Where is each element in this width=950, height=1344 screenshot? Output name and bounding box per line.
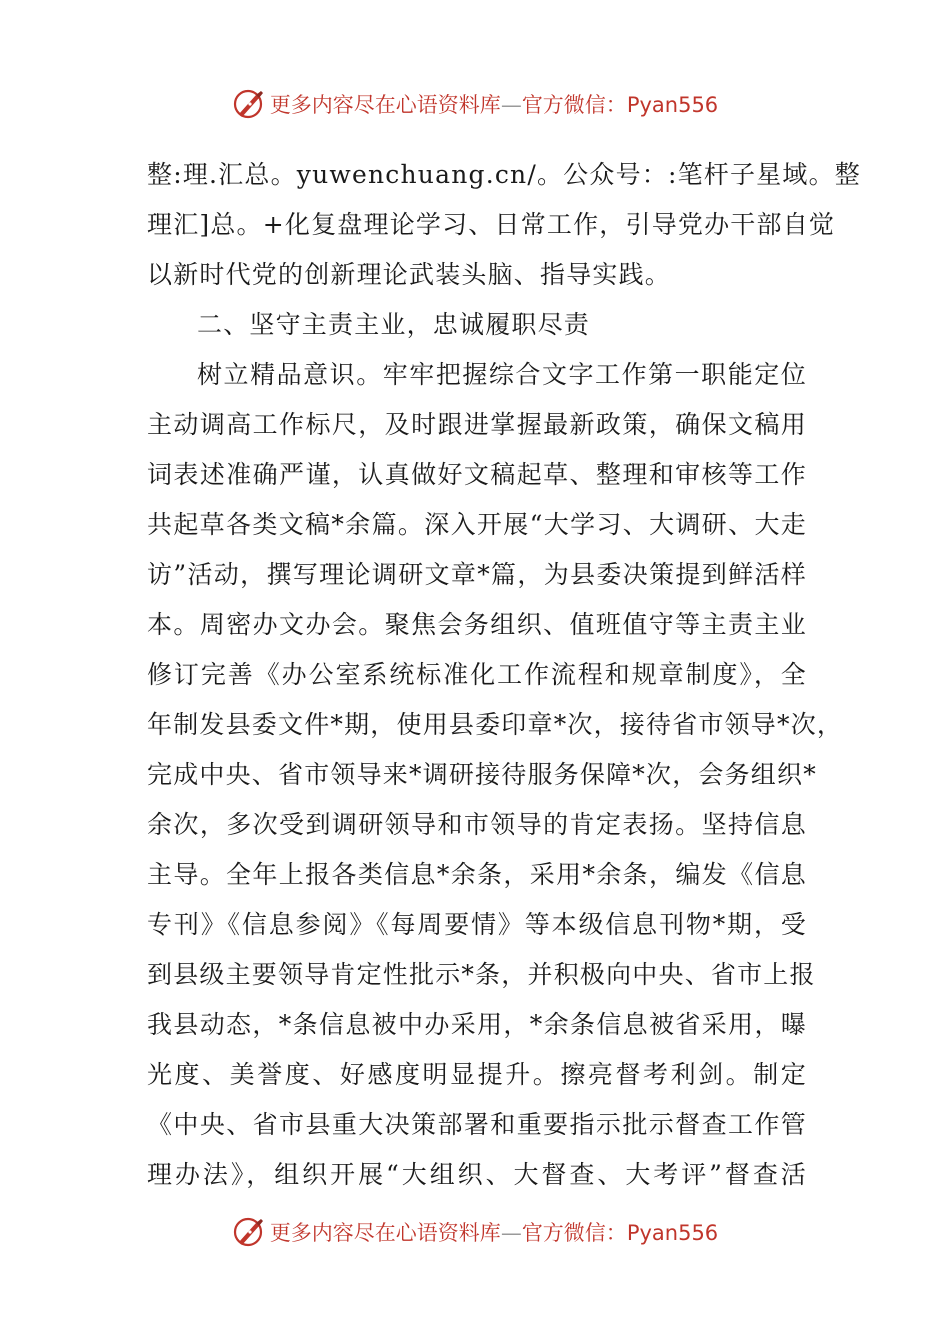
watermark-brand: 更多内容尽在心语资料库 (269, 93, 501, 117)
body-line: 完成中央、省市领导来*调研接待服务保障*次，会务组织* (147, 760, 817, 789)
body-line: 访”活动，撰写理论调研文章*篇，为县委决策提到鲜活样 (147, 560, 807, 589)
watermark-official-label: 官方微信： (521, 93, 627, 117)
body-line: 专刊》《信息参阅》《每周要情》等本级信息刊物*期，受 (147, 910, 807, 939)
body-line: 以新时代党的创新理论武装头脑、指导实践。 (147, 260, 672, 289)
body-line: 理汇]总。+化复盘理论学习、日常工作，引导党办干部自觉 (147, 210, 836, 239)
body-line: 我县动态，*条信息被中办采用，*余条信息被省采用，曝 (147, 1010, 807, 1039)
watermark-wechat-id: Pyan556 (626, 1221, 719, 1245)
body-line: 共起草各类文稿*余篇。深入开展“大学习、大调研、大走 (147, 510, 807, 539)
footer-watermark (0, 1212, 950, 1252)
watermark-separator: — (500, 1221, 522, 1245)
body-line: 余次，多次受到调研领导和市领导的肯定表扬。坚持信息 (147, 810, 807, 839)
document-body (147, 150, 861, 1200)
body-line: 到县级主要领导肯定性批示*条，并积极向中央、省市上报 (147, 960, 816, 989)
pen-nib-circle-icon (232, 87, 266, 121)
watermark-text (270, 89, 718, 119)
body-line: 树立精品意识。牢牢把握综合文字工作第一职能定位 (197, 360, 807, 389)
body-line: 本。周密办文办会。聚焦会务组织、值班值守等主责主业 (147, 610, 807, 639)
body-line: 整:理.汇总。yuwenchuang.cn/。公众号：:笔杆子星域。整 (147, 160, 861, 189)
body-line: 光度、美誉度、好感度明显提升。擦亮督考利剑。制定 (147, 1060, 807, 1089)
pen-nib-circle-icon (232, 1215, 266, 1249)
watermark-official-label: 官方微信： (521, 1221, 627, 1245)
body-line: 年制发县委文件*期，使用县委印章*次，接待省市领导*次， (147, 710, 844, 739)
body-line: 修订完善《办公室系统标准化工作流程和规章制度》，全 (147, 660, 807, 689)
watermark-text (270, 1217, 718, 1247)
section-heading: 二、坚守主责主业，忠诚履职尽责 (197, 310, 591, 339)
body-line: 《中央、省市县重大决策部署和重要指示批示督查工作管 (147, 1110, 807, 1139)
body-line: 词表述准确严谨，认真做好文稿起草、整理和审核等工作 (147, 460, 807, 489)
body-line: 理办法》，组织开展“大组织、大督查、大考评”督查活 (147, 1160, 807, 1189)
watermark-brand: 更多内容尽在心语资料库 (269, 1221, 501, 1245)
header-watermark (0, 84, 950, 124)
body-line: 主动调高工作标尺，及时跟进掌握最新政策，确保文稿用 (147, 410, 807, 439)
watermark-wechat-id: Pyan556 (626, 93, 719, 117)
body-line: 主导。全年上报各类信息*余条，采用*余条，编发《信息 (147, 860, 807, 889)
watermark-separator: — (500, 93, 522, 117)
